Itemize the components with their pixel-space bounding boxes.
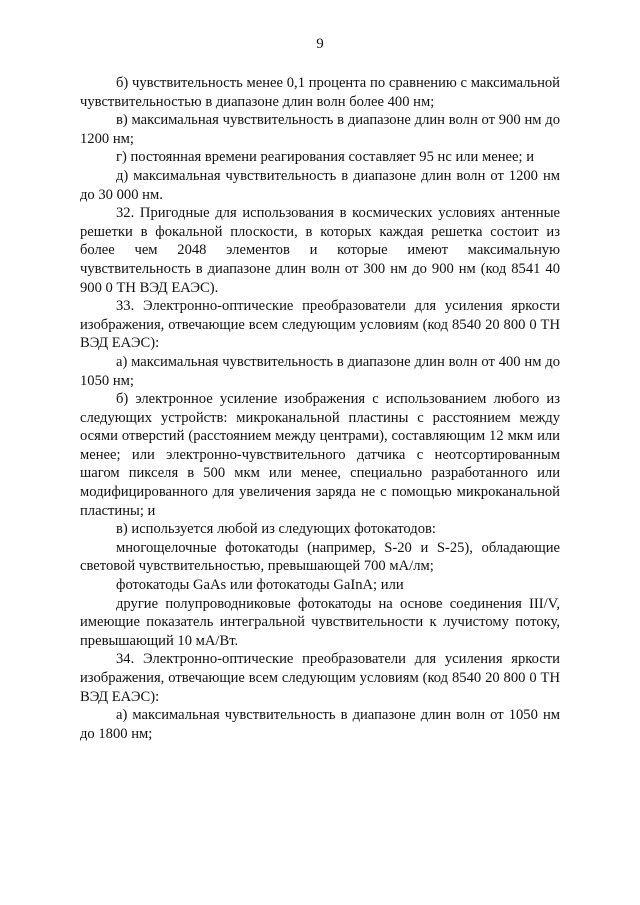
paragraph-33a: а) максимальная чувствительность в диапазоне длин волн от 400 нм до 1050 нм; <box>80 353 560 389</box>
paragraph-item-33: 33. Электронно-оптические преобразователи для усиления яркости изображения, отвечающие всем следующим условиям (код 8540 20 800 0 ТН ВЭД ЕАЭС): <box>80 298 560 352</box>
paragraph-33v-multialkali: многощелочные фотокатоды (например, S-20 и S-25), обладающие световой чувствительностью, превышающей 700 мА/лм; <box>80 539 560 575</box>
paragraph-6g: г) постоянная времени реагирования составляет 95 нс или менее; и <box>116 149 535 166</box>
paragraph-33b: б) электронное усиление изображения с использованием любого из следующих устройств: микроканальной пластины с расстоянием между осями отверстий (расстоянием между центрами), составляющим 12 мкм или менее; или электронно-чувствительного датчика с неотсортированным шагом пикселя в 500 мкм или менее, специально разработанного или модифицированного для увеличения заряда не с помощью микроканальной пластины; и <box>80 391 560 519</box>
paragraph-6d: д) максимальная чувствительность в диапазоне длин волн от 1200 нм до 30 000 нм. <box>80 167 560 203</box>
document-body <box>80 74 560 743</box>
paragraph-33v-other: другие полупроводниковые фотокатоды на основе соединения III/V, имеющие показатель интегральной чувствительности к лучистому потоку, превышающий 10 мА/Вт. <box>80 595 560 649</box>
paragraph-6v: в) максимальная чувствительность в диапазоне длин волн от 900 нм до 1200 нм; <box>80 112 560 147</box>
paragraph-item-32: 32. Пригодные для использования в космических условиях антенные решетки в фокальной плоскости, в которых каждая решетка состоит из более чем 2048 элементов и которые имеют максимальную чувствительность в диапазоне длин волн от 300 нм до 900 нм (код 8541 40 900 0 ТН ВЭД ЕАЭС). <box>80 205 560 296</box>
paragraph-6b: б) чувствительность менее 0,1 процента по сравнению с максимальной чувствительностью в диапазоне длин волн более 400 нм; <box>80 75 560 110</box>
page-number: 9 <box>316 36 324 52</box>
paragraph-33v: в) используется любой из следующих фотокатодов: <box>116 521 436 538</box>
paragraph-33v-gaas: фотокатоды GaAs или фотокатоды GaInA; или <box>116 577 404 594</box>
paragraph-item-34: 34. Электронно-оптические преобразователи для усиления яркости изображения, отвечающие всем следующим условиям (код 8540 20 800 0 ТН ВЭД ЕАЭС): <box>80 651 560 705</box>
paragraph-34a: а) максимальная чувствительность в диапазоне длин волн от 1050 нм до 1800 нм; <box>80 707 560 742</box>
